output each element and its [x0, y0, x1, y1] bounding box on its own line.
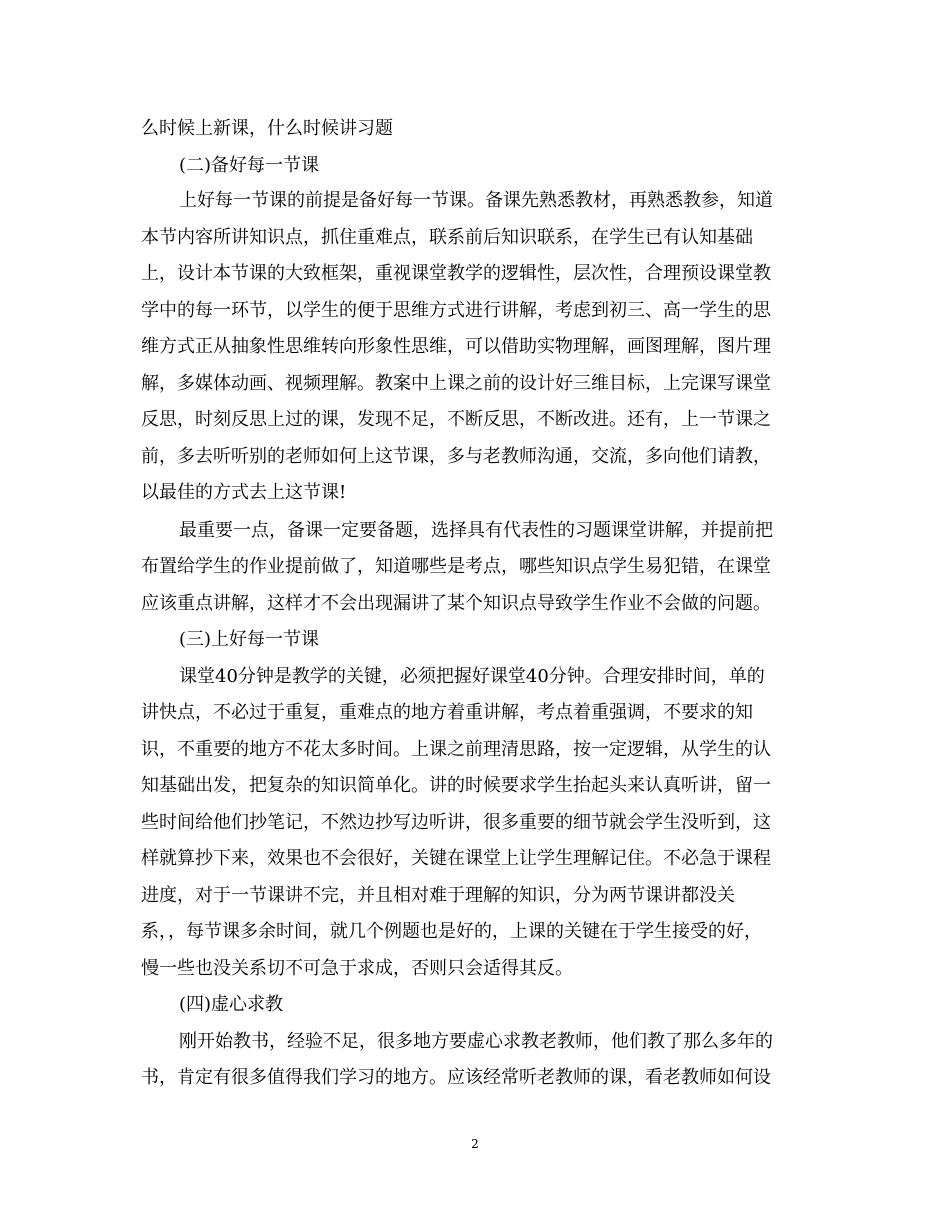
page-number: 2 — [471, 1137, 479, 1151]
paragraph-line: 识，不重要的地方不花太多时间。上课之前理清思路，按一定逻辑，从学生的认 — [141, 739, 771, 760]
paragraph-line: 应该重点讲解，这样才不会出现漏讲了某个知识点导致学生作业不会做的问题。 — [141, 593, 771, 614]
paragraph-line: 书，肯定有很多值得我们学习的地方。应该经常听老教师的课，看老教师如何设 — [141, 1067, 771, 1088]
paragraph-line: 慢一些也没关系切不可急于求成，否则只会适得其反。 — [141, 958, 573, 979]
section-heading: (三)上好每一节课 — [179, 629, 320, 650]
paragraph-line: 课堂40分钟是教学的关键，必须把握好课堂40分钟。合理安排时间，单的 — [179, 666, 765, 687]
paragraph-line: 进度，对于一节课讲不完，并且相对难于理解的知识，分为两节课讲都没关 — [141, 885, 735, 906]
paragraph-line: 以最佳的方式去上这节课! — [141, 482, 347, 503]
paragraph-line: 解，多媒体动画、视频理解。教案中上课之前的设计好三维目标，上完课写课堂 — [141, 373, 771, 394]
paragraph-line: 上，设计本节课的大致框架，重视课堂教学的逻辑性，层次性，合理预设课堂教 — [141, 263, 771, 284]
paragraph-line: 上好每一节课的前提是备好每一节课。备课先熟悉教材，再熟悉教参，知道 — [179, 190, 773, 211]
paragraph-line: 学中的每一环节，以学生的便于思维方式进行讲解，考虑到初三、高一学生的思 — [141, 300, 771, 321]
paragraph-line: 知基础出发，把复杂的知识简单化。讲的时候要求学生抬起头来认真听讲，留一 — [141, 775, 771, 796]
text-line: 么时候上新课，什么时候讲习题 — [141, 118, 393, 139]
section-heading: (四)虚心求教 — [179, 994, 284, 1015]
paragraph-line: 样就算抄下来，效果也不会很好，关键在课堂上让学生理解记住。不必急于课程 — [141, 848, 771, 869]
paragraph-line: 些时间给他们抄笔记，不然边抄写边听讲，很多重要的细节就会学生没听到，这 — [141, 812, 771, 833]
paragraph-line: 系，，每节课多余时间，就几个例题也是好的，上课的关键在于学生接受的好， — [141, 921, 762, 942]
paragraph-line: 布置给学生的作业提前做了，知道哪些是考点，哪些知识点学生易犯错，在课堂 — [141, 556, 771, 577]
section-heading: (二)备好每一节课 — [179, 155, 320, 176]
paragraph-line: 反思，时刻反思上过的课，发现不足，不断反思，不断改进。还有，上一节课之 — [141, 409, 771, 430]
paragraph-line: 最重要一点，备课一定要备题，选择具有代表性的习题课堂讲解，并提前把 — [179, 520, 773, 541]
paragraph-line: 前，多去听听别的老师如何上这节课，多与老教师沟通，交流，多向他们请教， — [141, 446, 771, 467]
paragraph-line: 维方式正从抽象性思维转向形象性思维，可以借助实物理解，画图理解，图片理 — [141, 336, 771, 357]
paragraph-line: 刚开始教书，经验不足，很多地方要虚心求教老教师，他们教了那么多年的 — [179, 1031, 773, 1052]
paragraph-line: 讲快点，不必过于重复，重难点的地方着重讲解，考点着重强调，不要求的知 — [141, 702, 753, 723]
paragraph-line: 本节内容所讲知识点，抓住重难点，联系前后知识联系，在学生已有认知基础 — [141, 227, 753, 248]
